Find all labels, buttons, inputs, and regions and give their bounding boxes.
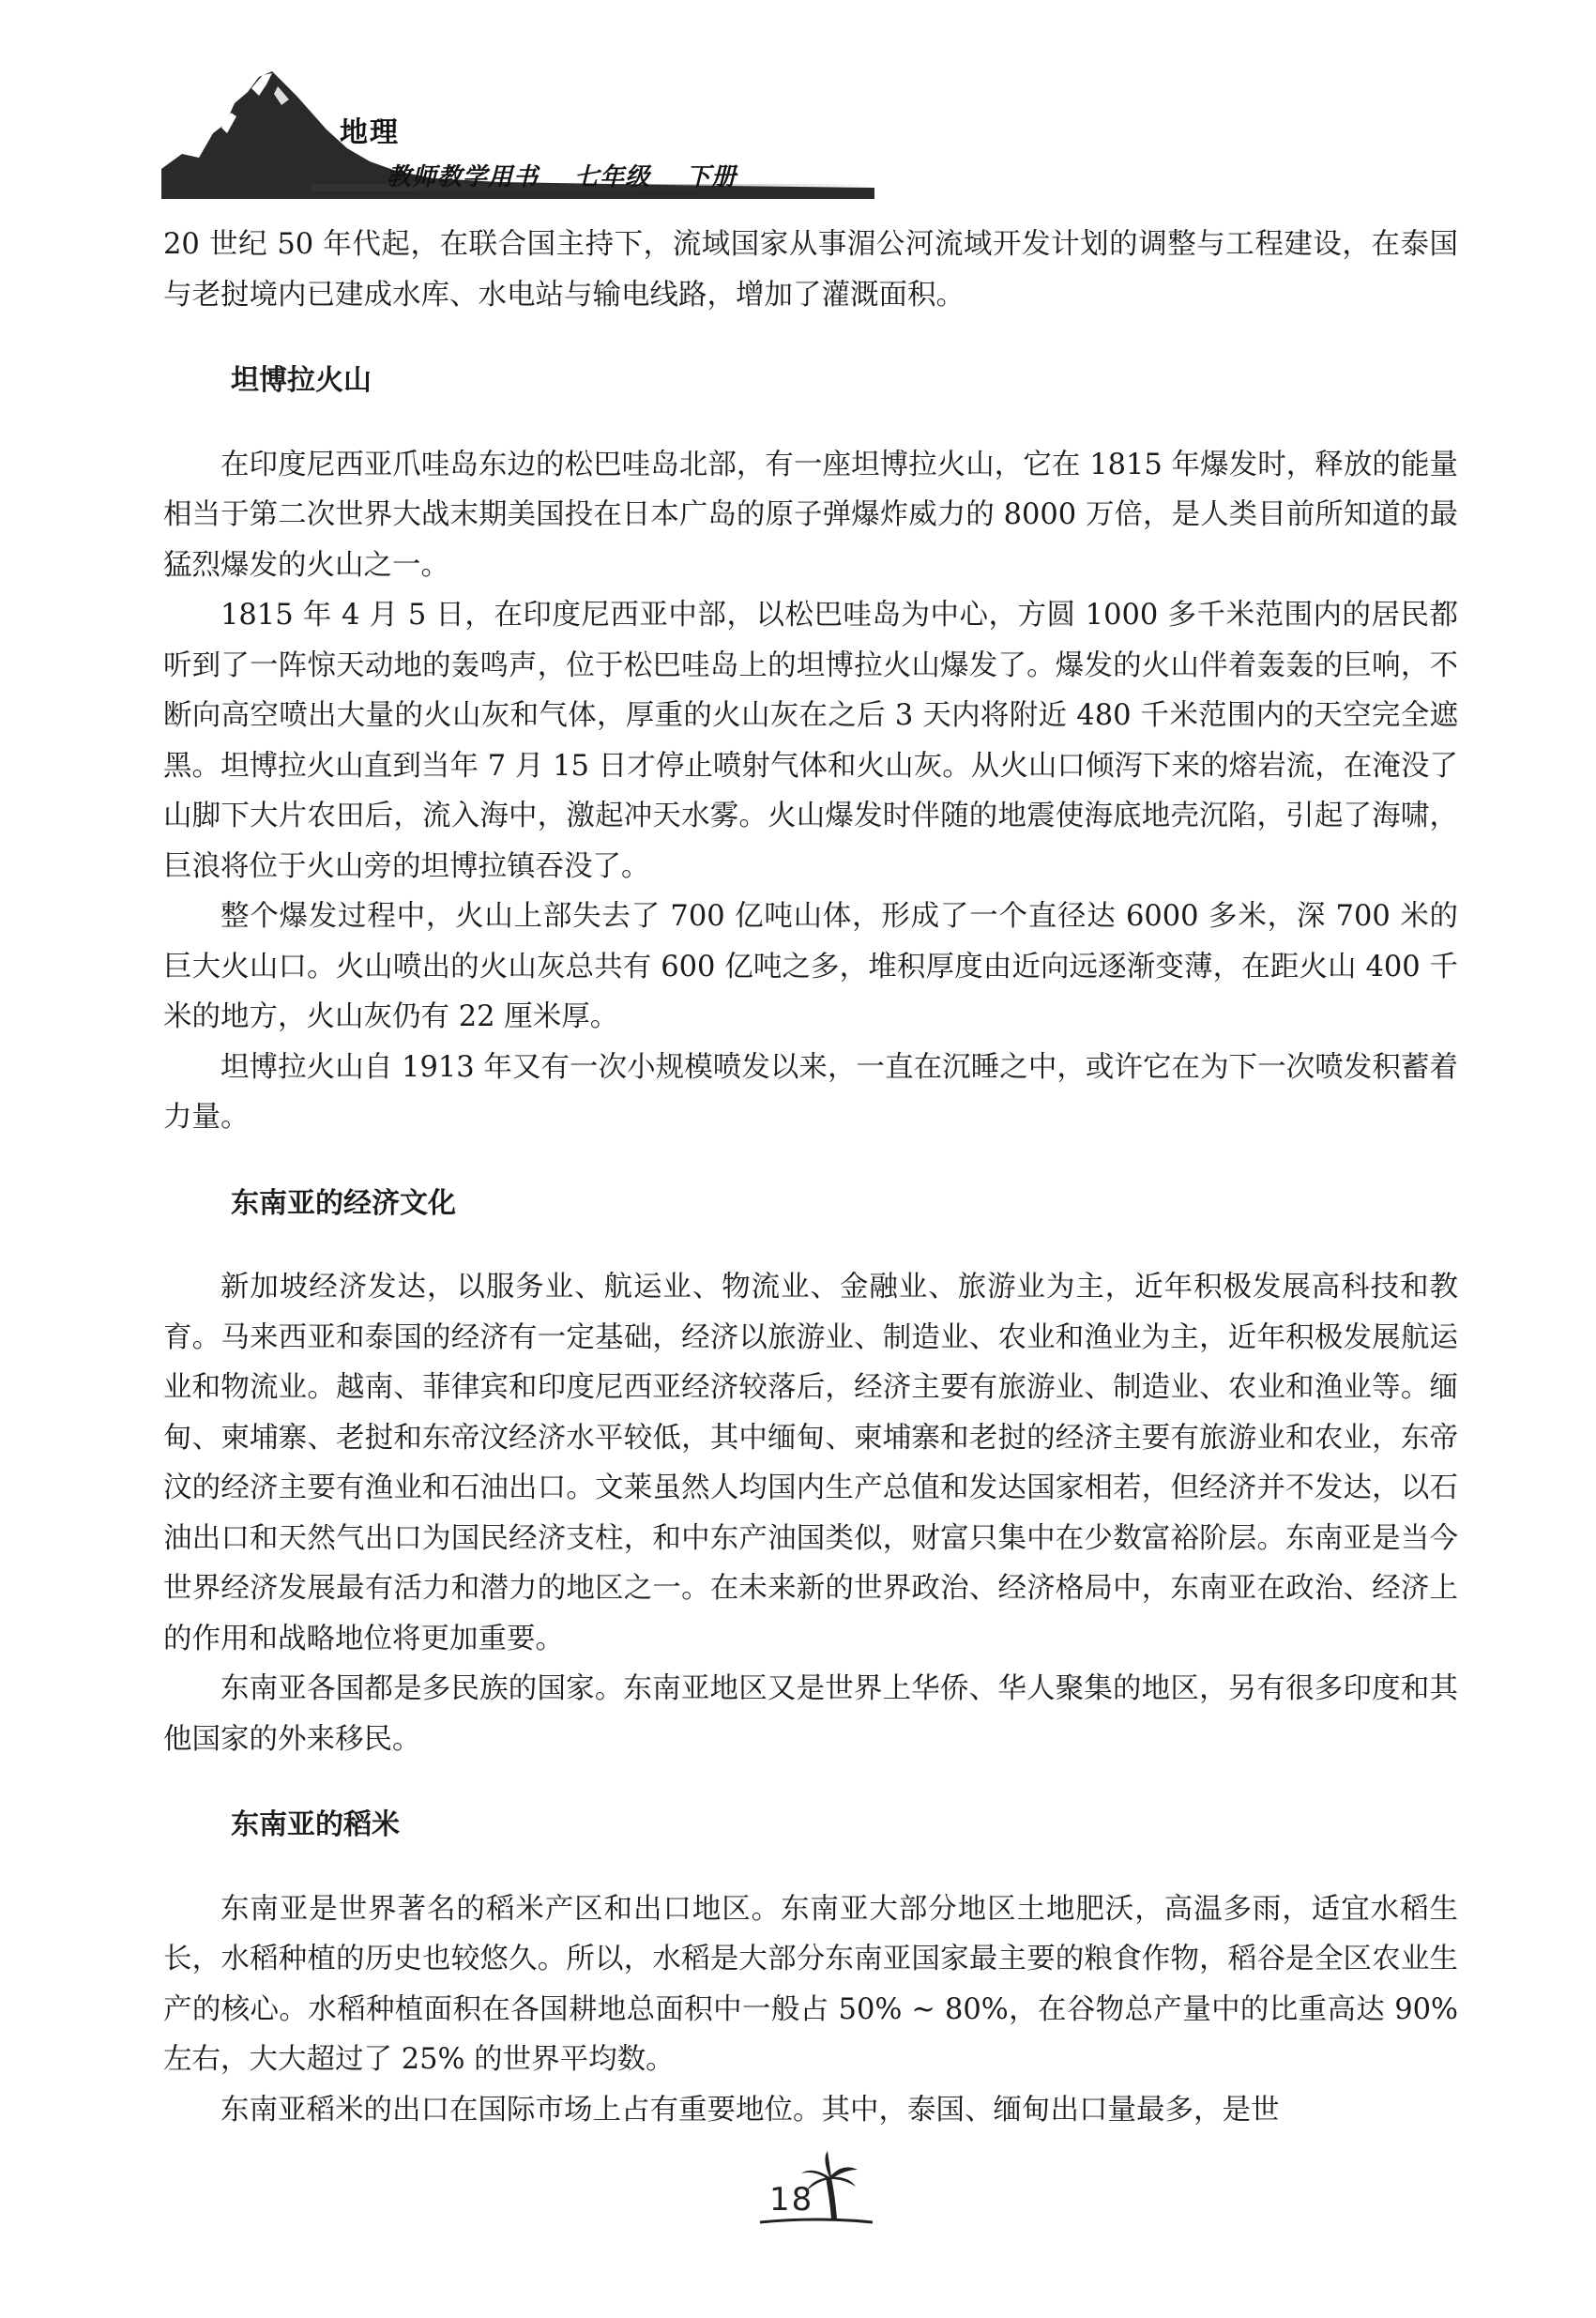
page-content	[163, 220, 1458, 2135]
section-heading-rice: 东南亚的稻米	[231, 1808, 400, 1841]
page-footer	[732, 2149, 882, 2234]
section-heading-economy: 东南亚的经济文化	[231, 1186, 456, 1220]
header-book-title: 教师教学用书	[387, 163, 540, 191]
page-number: 18	[769, 2181, 814, 2219]
paragraph: 新加坡经济发达，以服务业、航运业、物流业、金融业、旅游业为主，近年积极发展高科技和教育。马来西亚和泰国的经济有一定基础，经济以旅游业、制造业、农业和渔业为主，近年积极发展航运业和物流业。越南、菲律宾和印度尼西亚经济较落后，经济主要有旅游业、制造业、农业和渔业等。缅甸、柬埔寨、老挝和东帝汶经济水平较低，其中缅甸、柬埔寨和老挝的经济主要有旅游业和农业，东帝汶的经济主要有渔业和石油出口。文莱虽然人均国内生产总值和发达国家相若，但经济并不发达，以石油出口和天然气出口为国民经济支柱，和中东产油国类似，财富只集中在少数富裕阶层。东南亚是当今世界经济发展最有活力和潜力的地区之一。在未来新的世界政治、经济格局中，东南亚在政治、经济上的作用和战略地位将更加重要。	[163, 1271, 1458, 1655]
paragraph: 坦博拉火山自 1913 年又有一次小规模喷发以来，一直在沉睡之中，或许它在为下一次喷发积蓄着力量。	[163, 1050, 1458, 1134]
header-grade: 七年级	[574, 163, 651, 191]
paragraph: 东南亚是世界著名的稻米产区和出口地区。东南亚大部分地区土地肥沃，高温多雨，适宜水稻生长，水稻种植的历史也较悠久。所以，水稻是大部分东南亚国家最主要的粮食作物，稻谷是全区农业生产的核心。水稻种植面积在各国耕地总面积中一般占 50% ~ 80%，在谷物总产量中的比重高达 90% 左右，大大超过了 25% 的世界平均数。	[163, 1892, 1458, 2076]
intro-paragraph: 20 世纪 50 年代起，在联合国主持下，流域国家从事湄公河流域开发计划的调整与工程建设，在泰国与老挝境内已建成水库、水电站与输电线路，增加了灌溉面积。	[163, 228, 1458, 312]
page-header	[161, 68, 874, 199]
paragraph: 1815 年 4 月 5 日，在印度尼西亚中部，以松巴哇岛为中心，方圆 1000 多千米范围内的居民都听到了一阵惊天动地的轰鸣声，位于松巴哇岛上的坦博拉火山爆发了。爆发的火山伴着轰轰的巨响，不断向高空喷出大量的火山灰和气体，厚重的火山灰在之后 3 天内将附近 480 千米范围内的天空完全遮黑。坦博拉火山直到当年 7 月 15 日才停止喷射气体和火山灰。从火山口倾泻下来的熔岩流，在淹没了山脚下大片农田后，流入海中，激起冲天水雾。火山爆发时伴随的地震使海底地壳沉陷，引起了海啸，巨浪将位于火山旁的坦博拉镇吞没了。	[163, 599, 1458, 883]
header-subject: 地理	[340, 116, 400, 149]
paragraph: 整个爆发过程中，火山上部失去了 700 亿吨山体，形成了一个直径达 6000 多米，深 700 米的巨大火山口。火山喷出的火山灰总共有 600 亿吨之多，堆积厚度由近向远逐渐变薄，在距火山 400 千米的地方，火山灰仍有 22 厘米厚。	[163, 900, 1458, 1033]
header-volume: 下册	[686, 163, 737, 191]
header-book-info	[387, 158, 737, 192]
section-heading-tambora: 坦博拉火山	[231, 364, 372, 397]
paragraph: 在印度尼西亚爪哇岛东边的松巴哇岛北部，有一座坦博拉火山，它在 1815 年爆发时，释放的能量相当于第二次世界大战末期美国投在日本广岛的原子弹爆炸威力的 8000 万倍，是人类目前所知道的最猛烈爆发的火山之一。	[163, 448, 1458, 582]
paragraph: 东南亚各国都是多民族的国家。东南亚地区又是世界上华侨、华人聚集的地区，另有很多印度和其他国家的外来移民。	[163, 1672, 1458, 1756]
paragraph: 东南亚稻米的出口在国际市场上占有重要地位。其中，泰国、缅甸出口量最多，是世	[220, 2093, 1280, 2127]
